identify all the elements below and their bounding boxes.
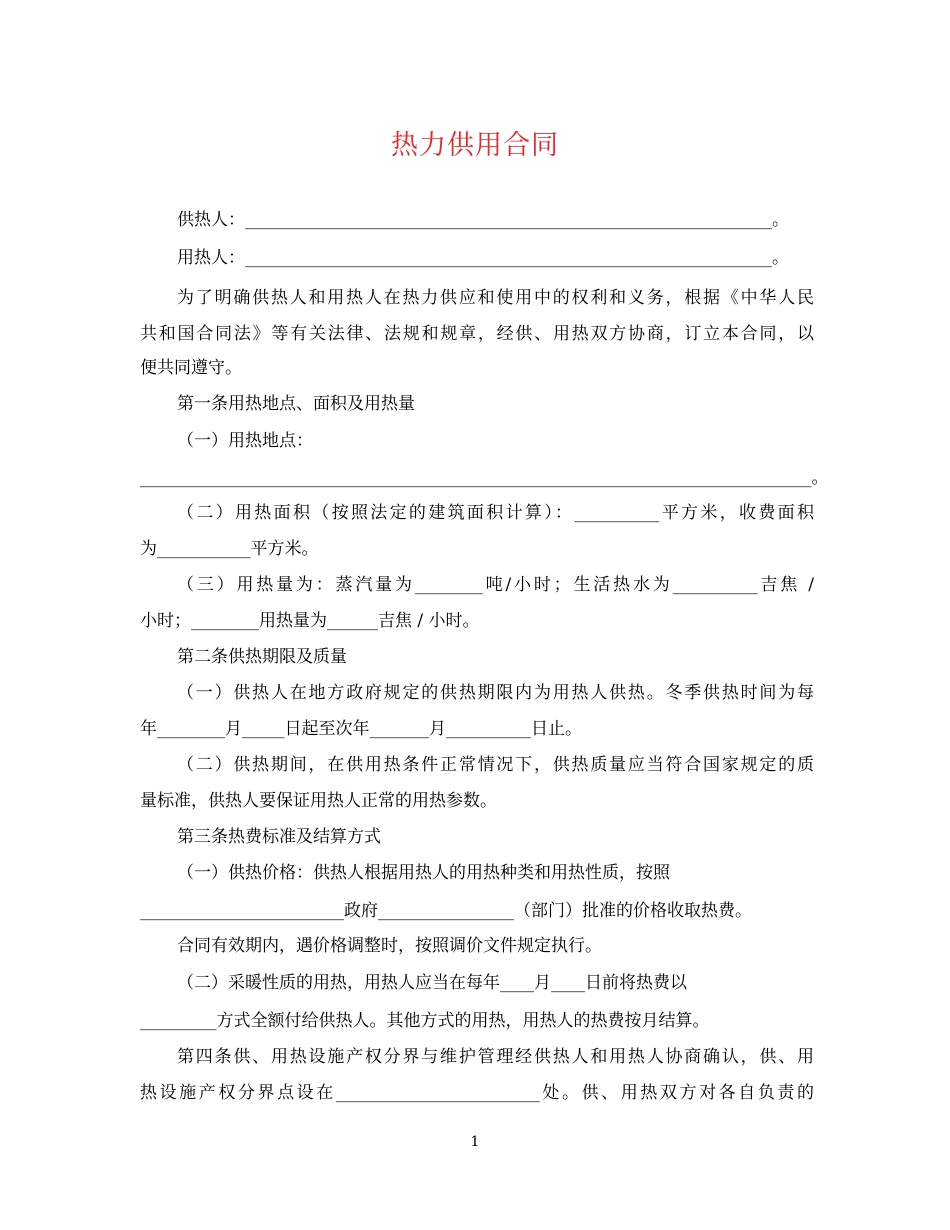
clause-3-2-line-1: （二）采暖性质的用热，用热人应当在每年____月____日前将热费以 xyxy=(177,973,687,993)
preamble-line-1: 为了明确供热人和用热人在热力供应和使用中的权利和义务，根据《中华人民 xyxy=(177,288,814,308)
clause-1-3-line-2: 小时；________用热量为______吉焦 / 小时。 xyxy=(140,611,480,631)
preamble-line-2: 共和国合同法》等有关法律、法规和规章，经供、用热双方协商，订立本合同，以 xyxy=(140,324,814,344)
article-2-heading: 第二条供热期限及质量 xyxy=(177,647,347,667)
supplier-line: 供热人：______________________________________________________________。 xyxy=(177,210,789,230)
page-number: 1 xyxy=(470,1134,480,1150)
clause-3-1-line-1: （一）供热价格：供热人根据用热人的用热种类和用热性质，按照 xyxy=(177,863,670,883)
clause-2-1-line-2: 年________月_____日起至次年_______月__________日止。 xyxy=(140,719,582,739)
clause-1-3-line-1: （三）用热量为：蒸汽量为________吨/小时；生活热水为__________吉焦 / xyxy=(177,575,814,595)
clause-1-1: （一）用热地点： xyxy=(177,431,313,451)
clause-2-2-line-2: 量标准，供热人要保证用热人正常的用热参数。 xyxy=(140,791,497,811)
article-4-line-1: 第四条供、用热设施产权分界与维护管理经供热人和用热人协商确认，供、用 xyxy=(177,1047,814,1067)
article-4-line-2: 热设施产权分界点设在________________________处。供、用热双方对各自负责的 xyxy=(140,1083,814,1103)
clause-1-1-blank: _______________________________________________________________________________。 xyxy=(140,468,829,488)
preamble-line-3: 便共同遵守。 xyxy=(140,358,242,378)
clause-1-2-line-2: 为___________平方米。 xyxy=(140,539,319,559)
article-3-heading: 第三条热费标准及结算方式 xyxy=(177,827,381,847)
clause-3-2-line-2: _________方式全额付给供热人。其他方式的用热，用热人的热费按月结算。 xyxy=(140,1011,710,1031)
clause-1-2-line-1: （二）用热面积（按照法定的建筑面积计算）：__________平方米，收费面积 xyxy=(177,503,814,523)
article-1-heading: 第一条用热地点、面积及用热量 xyxy=(177,394,415,414)
clause-3-1-line-3: 合同有效期内，遇价格调整时，按照调价文件规定执行。 xyxy=(177,936,602,956)
clause-2-2-line-1: （二）供热期间，在供用热条件正常情况下，供热质量应当符合国家规定的质 xyxy=(177,755,814,775)
clause-3-1-line-2: ________________________政府________________（部门）批准的价格收取热费。 xyxy=(140,901,752,921)
clause-2-1-line-1: （一）供热人在地方政府规定的供热期限内为用热人供热。冬季供热时间为每 xyxy=(177,683,814,703)
user-line: 用热人：______________________________________________________________。 xyxy=(177,248,789,268)
document-title: 热力供用合同 xyxy=(391,130,559,161)
